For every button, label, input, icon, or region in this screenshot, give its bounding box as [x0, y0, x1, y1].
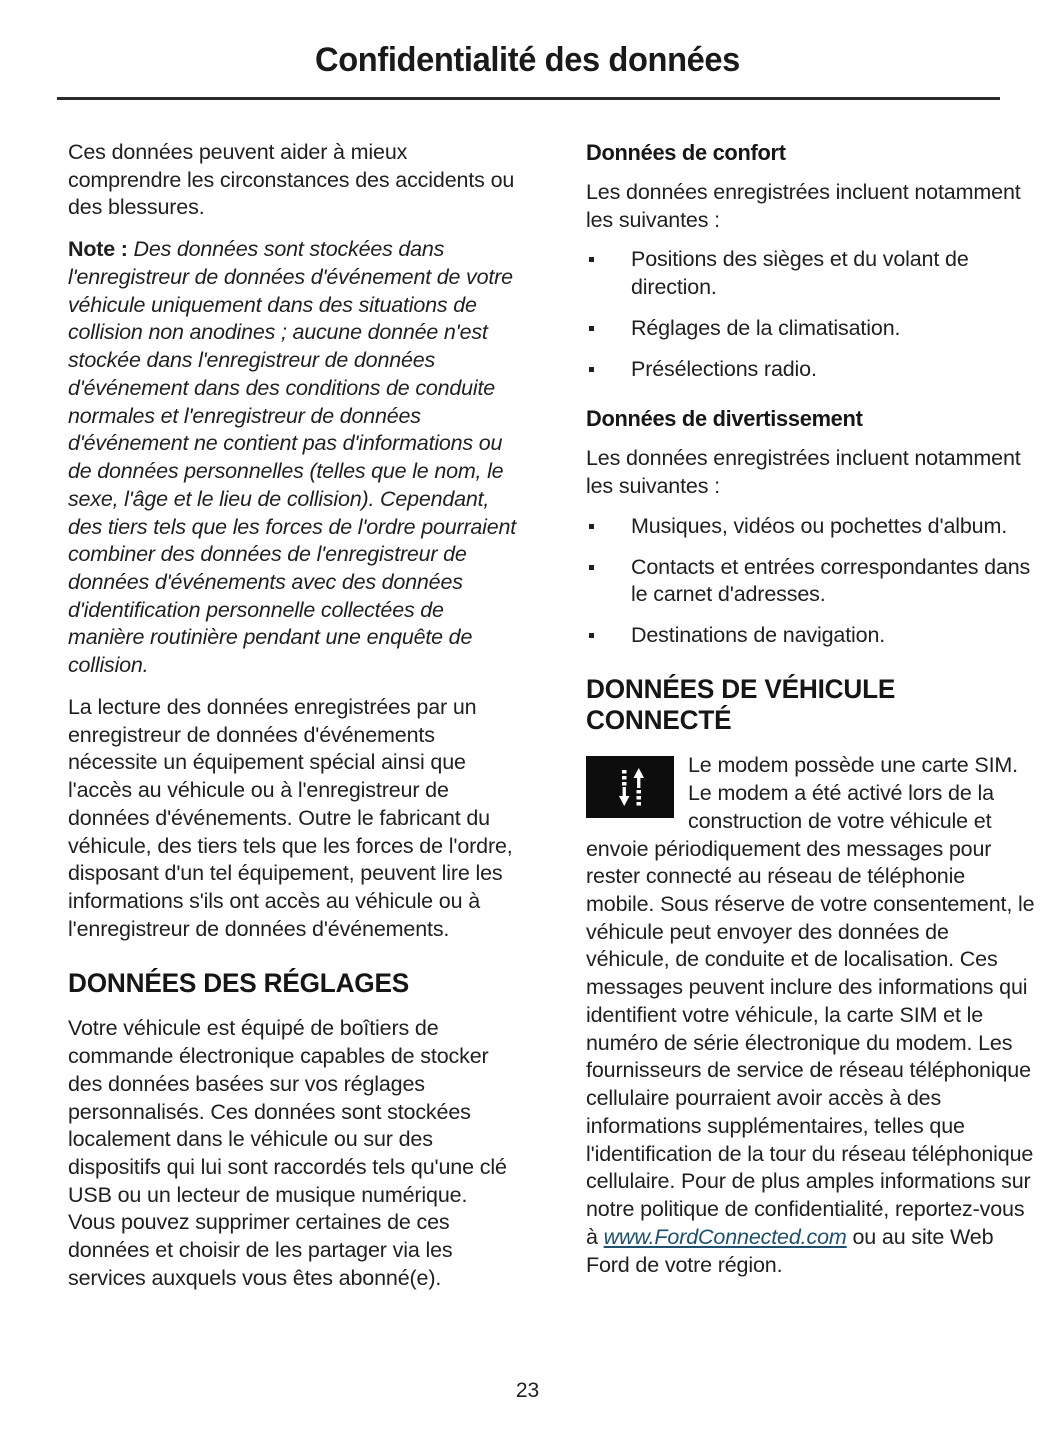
comfort-data-heading: Données de confort [586, 140, 786, 165]
bullet-icon [589, 565, 594, 570]
reading-paragraph: La lecture des données enregistrées par un enregistreur de données d'événements nécessite un équipement spécial ainsi que l'accès au véhicule ou à l'enregistreur de données d'événements. Outre le fabricant du véhicule, des tiers tels que les forces de l'ordre, disposant d'un tel équipement, peuvent lire les informations s'ils ont accès au véhicule ou à l'enregistreur de données d'événements. [68, 694, 513, 941]
list-item-label: Positions des sièges et du volant de direction. [631, 247, 969, 300]
bullet-icon [589, 257, 594, 262]
list-item-label: Présélections radio. [631, 356, 817, 381]
content-columns [68, 139, 1035, 1307]
list-item [586, 622, 1038, 650]
right-column [586, 139, 1038, 1307]
connected-vehicle-paragraph [586, 752, 1038, 1279]
list-item [586, 513, 1038, 541]
bullet-icon [589, 367, 594, 372]
entertainment-data-list [586, 513, 1038, 650]
note-text: Des données sont stockées dans l'enregistreur de données d'événement de votre véhicule uniquement dans des situations de collision non anodines ; aucune donnée n'est stockée dans l'enregistreur de données d'événement dans des conditions de conduite normales et l'enregistreur de données d'événement ne contient pas d'informations ou de données personnelles (telles que le nom, le sexe, l'âge et le lieu de collision). Cependant, des tiers tels que les forces de l'ordre pourraient combiner des données de l'enregistreur de données d'événements avec des données d'identification personnelle collectées de manière routinière pendant une enquête de collision. [68, 237, 517, 678]
intro-paragraph: Ces données peuvent aider à mieux comprendre les circonstances des accidents ou des blessures. [68, 140, 515, 220]
list-item-label: Réglages de la climatisation. [631, 315, 901, 340]
bullet-icon [589, 633, 594, 638]
comfort-intro: Les données enregistrées incluent notamment les suivantes : [586, 180, 1021, 232]
connected-text-before-link: Le modem possède une carte SIM. Le modem a été activé lors de la construction de votre véhicule et envoie périodiquement des messages pour rester connecté au réseau de téléphonie mobile. Sous réserve de votre consentement, le véhicule peut envoyer des données de véhicule, de conduite et de localisation. Ces messages peuvent inclure des informations qui identifient votre véhicule, la carte SIM et le numéro de série électronique du modem. Les fournisseurs de service de réseau téléphonique cellulaire pourraient avoir accès à des informations supplémentaires, telles que l'identification de la tour du réseau téléphonique cellulaire. Pour de plus amples informations sur notre politique de confidentialité, reportez-vous à [586, 753, 1035, 1249]
list-item [586, 246, 1038, 301]
settings-section-heading: DONNÉES DES RÉGLAGES [68, 967, 410, 998]
page-title: Confidentialité des données [315, 41, 740, 79]
fordconnected-link[interactable]: www.FordConnected.com [603, 1224, 847, 1249]
list-item-label: Contacts et entrées correspondantes dans le carnet d'adresses. [631, 554, 1031, 607]
left-column [68, 139, 520, 1307]
header-divider [57, 97, 1000, 100]
entertainment-data-heading: Données de divertissement [586, 406, 863, 432]
list-item [586, 315, 1038, 343]
comfort-data-list [586, 246, 1038, 383]
settings-paragraph: Votre véhicule est équipé de boîtiers de commande électronique capables de stocker des données basées sur vos réglages personnalisés. Ces données sont stockées localement dans le véhicule ou sur des dispositifs qui lui sont raccordés tels qu'une clé USB ou un lecteur de musique numérique. Vous pouvez supprimer certaines de ces données et choisir de les partager via les services auxquels vous êtes abonné(e). [68, 1016, 507, 1290]
list-item [586, 554, 1038, 609]
bullet-icon [589, 524, 594, 529]
page-header [57, 42, 998, 79]
data-transfer-icon [586, 756, 674, 818]
list-item-label: Destinations de navigation. [631, 623, 886, 648]
bullet-icon [589, 326, 594, 331]
note-paragraph [68, 236, 520, 680]
connected-text-after-link: ou au site Web Ford de votre région. [586, 1224, 994, 1277]
list-item-label: Musiques, vidéos ou pochettes d'album. [631, 513, 1008, 538]
page-number: 23 [515, 1379, 540, 1402]
note-label: Note : [68, 237, 128, 262]
entertainment-intro: Les données enregistrées incluent notamment les suivantes : [586, 446, 1021, 499]
connected-vehicle-heading: DONNÉES DE VÉHICULE CONNECTÉ [586, 673, 896, 735]
list-item [586, 356, 1038, 384]
